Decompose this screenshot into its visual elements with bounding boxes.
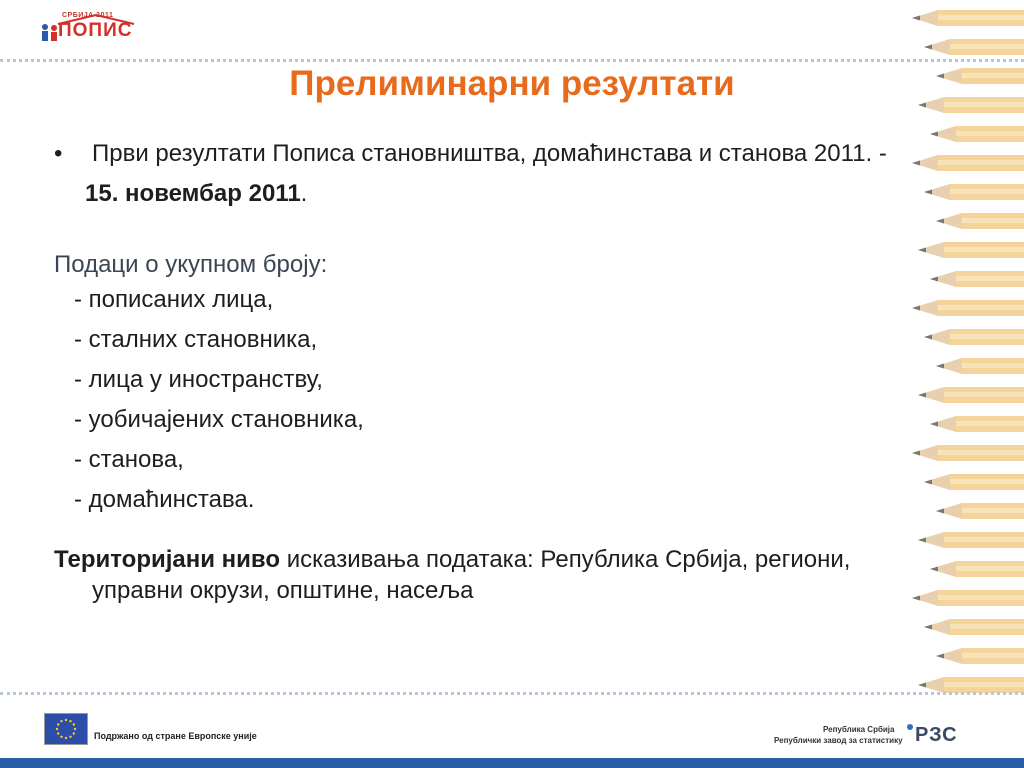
bottom-divider	[0, 692, 1024, 695]
bullet-dot-icon: •	[54, 140, 63, 167]
list-item: - лица у иностранству,	[74, 366, 323, 393]
list-item: - станова,	[74, 446, 184, 473]
bullet-item	[54, 138, 934, 169]
top-divider	[0, 59, 1024, 62]
data-heading: Подаци о укупном броју:	[54, 251, 328, 278]
rzs-dot-icon	[907, 724, 913, 730]
census-logo-people-icon	[40, 22, 60, 42]
eu-flag-icon	[44, 713, 88, 745]
list-item: - пописаних лица,	[74, 286, 274, 313]
release-date-bold: 15. новембар 2011	[85, 180, 301, 207]
territorial-level-text: исказивања података: Република Србија, региони, управни окрузи, општине, насеља	[92, 546, 851, 604]
list-item: - домаћинстава.	[74, 486, 255, 513]
release-date	[54, 178, 934, 209]
logo-main-text: ПОПИС	[58, 20, 133, 41]
bullet-text: Први резултати Пописа становништва, домаћинстава и станова 2011. -	[92, 140, 887, 167]
pencils-decoration-icon	[904, 0, 1024, 700]
release-date-suffix: .	[300, 180, 308, 207]
bottom-band	[0, 758, 1024, 768]
slide-content	[54, 138, 934, 606]
territorial-level-bold: Територијани ниво	[54, 546, 281, 573]
list-item: - уобичајених становника,	[74, 406, 364, 433]
rzs-line-2: Републички завод за статистику	[774, 736, 903, 745]
data-items-list	[54, 280, 934, 520]
slide-title: Прелиминарни резултати	[289, 64, 735, 103]
eu-caption: Подржано од стране Европске уније	[94, 731, 257, 741]
territorial-level	[54, 544, 934, 606]
logo-small-text: СРБИЈА 2011	[62, 12, 114, 19]
rzs-logo: РЗС	[915, 724, 958, 746]
rzs-line-1: Република Србија	[823, 725, 895, 734]
list-item: - сталних становника,	[74, 326, 318, 353]
